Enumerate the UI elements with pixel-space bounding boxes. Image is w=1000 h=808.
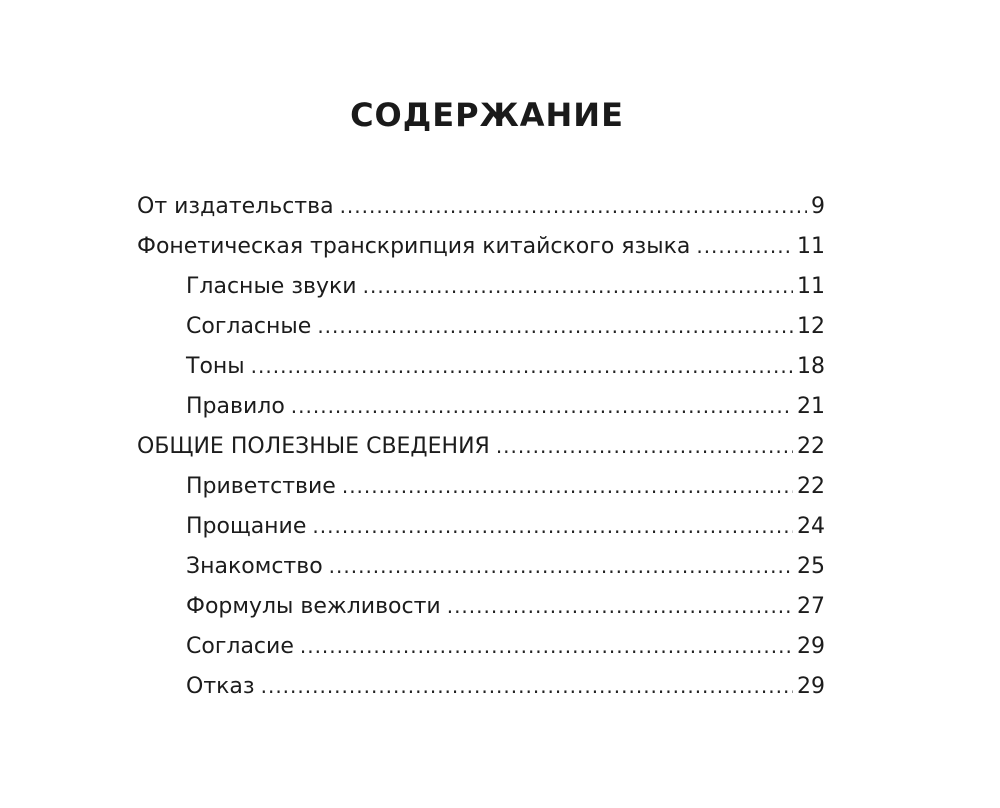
toc-page-number: 27 [797,594,825,619]
toc-entry-label: Прощание [186,514,307,539]
toc-page-number: 9 [811,194,825,219]
toc-entry-label: Приветствие [186,474,336,499]
toc-entry [137,546,825,586]
dot-leader [329,546,793,586]
toc-entry [137,586,825,626]
toc-entry [137,626,825,666]
toc-page-number: 25 [797,554,825,579]
toc-entry [137,666,825,706]
toc-entry-label: Знакомство [186,554,323,579]
toc-page-number: 11 [797,234,825,259]
toc-page-number: 24 [797,514,825,539]
toc-entry-label: От издательства [137,194,334,219]
toc-entry-label: Формулы вежливости [186,594,441,619]
toc-entry-label: Фонетическая транскрипция китайского языка [137,234,691,259]
dot-leader [291,386,793,426]
toc-entry [137,386,825,426]
dot-leader [363,266,793,306]
dot-leader [312,506,793,546]
toc-entry [137,186,825,226]
toc-entry-label: Правило [186,394,285,419]
toc-page-number: 18 [797,354,825,379]
dot-leader [447,586,793,626]
toc-page-number: 12 [797,314,825,339]
toc-entry-label: Тоны [186,354,245,379]
dot-leader [342,466,793,506]
dot-leader [261,666,793,706]
toc-entry-label: Согласные [186,314,312,339]
dot-leader [696,226,793,266]
dot-leader [251,346,793,386]
page-title: СОДЕРЖАНИЕ [350,96,624,134]
toc-entry [137,266,825,306]
table-of-contents [137,186,825,706]
toc-entry [137,306,825,346]
dot-leader [496,426,793,466]
toc-page-number: 29 [797,634,825,659]
toc-entry [137,466,825,506]
toc-entry [137,346,825,386]
toc-page-number: 29 [797,674,825,699]
toc-entry-label: Гласные звуки [186,274,357,299]
toc-page-number: 22 [797,434,825,459]
toc-entry-label: ОБЩИЕ ПОЛЕЗНЫЕ СВЕДЕНИЯ [137,434,490,459]
toc-page-number: 21 [797,394,825,419]
toc-entry [137,506,825,546]
toc-entry [137,426,825,466]
dot-leader [317,306,793,346]
toc-page-number: 22 [797,474,825,499]
toc-entry-label: Согласие [186,634,294,659]
toc-page-number: 11 [797,274,825,299]
toc-entry [137,226,825,266]
dot-leader [300,626,793,666]
toc-entry-label: Отказ [186,674,255,699]
dot-leader [340,186,807,226]
